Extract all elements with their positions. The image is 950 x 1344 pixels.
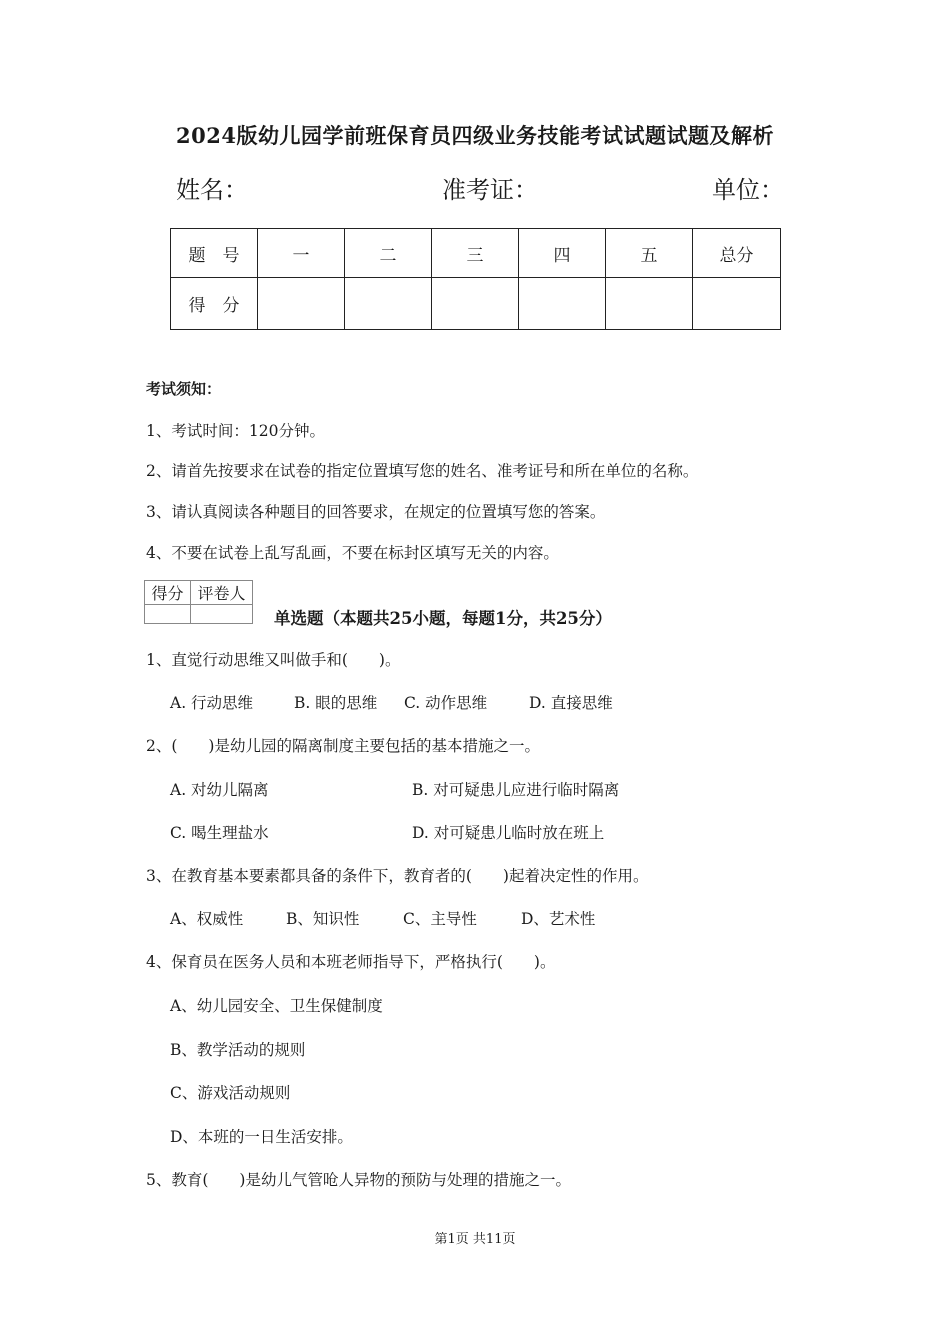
- exam-id-label: 准考证：: [442, 176, 538, 204]
- answer-option: A. 行动思维: [170, 694, 254, 712]
- answer-option: A、幼儿园安全、卫生保健制度: [170, 997, 383, 1015]
- answer-option: C. 喝生理盐水: [170, 824, 269, 842]
- grader-name-cell[interactable]: [191, 605, 253, 624]
- score-cell[interactable]: [519, 278, 606, 330]
- grader-table: [144, 580, 253, 624]
- section-three-header: 三: [432, 229, 519, 278]
- score-cell[interactable]: [258, 278, 345, 330]
- score-cell[interactable]: [606, 278, 693, 330]
- answer-option: B、教学活动的规则: [170, 1041, 306, 1059]
- score-row-label: 得 分: [171, 278, 258, 330]
- answer-option: B. 对可疑患儿应进行临时隔离: [412, 781, 620, 799]
- section-four-header: 四: [519, 229, 606, 278]
- question-stem: 3、在教育基本要素都具备的条件下，教育者的( )起着决定性的作用。: [146, 867, 649, 885]
- question-stem: 1、直觉行动思维又叫做手和( )。: [146, 651, 401, 669]
- answer-option: A、权威性: [170, 910, 244, 928]
- score-table-score-row: [171, 278, 781, 330]
- answer-option: B、知识性: [286, 910, 360, 928]
- answer-option: C. 动作思维: [404, 694, 488, 712]
- name-label: 姓名：: [176, 176, 248, 204]
- total-header: 总分: [693, 229, 781, 278]
- answer-option: B. 眼的思维: [294, 694, 378, 712]
- section-two-header: 二: [345, 229, 432, 278]
- score-cell[interactable]: [345, 278, 432, 330]
- question-number-header: 题 号: [171, 229, 258, 278]
- answer-option: D. 直接思维: [529, 694, 613, 712]
- score-table: [170, 228, 781, 330]
- score-cell[interactable]: [432, 278, 519, 330]
- unit-label: 单位：: [712, 176, 784, 204]
- grader-score-label: 得分: [145, 581, 191, 605]
- notice-heading: 考试须知：: [146, 380, 222, 398]
- answer-option: D. 对可疑患儿临时放在班上: [412, 824, 605, 842]
- notice-item: 2、请首先按要求在试卷的指定位置填写您的姓名、准考证号和所在单位的名称。: [146, 462, 699, 480]
- section-one-header: 一: [258, 229, 345, 278]
- question-stem: 5、教育( )是幼儿气管呛人异物的预防与处理的措施之一。: [146, 1171, 571, 1189]
- answer-option: C、游戏活动规则: [170, 1084, 291, 1102]
- page-footer: 第1页 共11页: [434, 1232, 516, 1247]
- question-stem: 4、保育员在医务人员和本班老师指导下，严格执行( )。: [146, 953, 556, 971]
- answer-option: D、艺术性: [521, 910, 596, 928]
- grader-name-label: 评卷人: [191, 581, 253, 605]
- question-stem: 2、( )是幼儿园的隔离制度主要包括的基本措施之一。: [146, 737, 540, 755]
- answer-option: D、本班的一日生活安排。: [170, 1128, 353, 1146]
- grader-score-cell[interactable]: [145, 605, 191, 624]
- score-cell[interactable]: [693, 278, 781, 330]
- notice-item: 1、考试时间：120分钟。: [146, 422, 325, 440]
- notice-item: 3、请认真阅读各种题目的回答要求，在规定的位置填写您的答案。: [146, 503, 606, 521]
- section-heading: 单选题（本题共25小题，每题1分，共25分）: [274, 609, 612, 628]
- answer-option: A. 对幼儿隔离: [170, 781, 269, 799]
- score-table-header-row: [171, 229, 781, 278]
- notice-item: 4、不要在试卷上乱写乱画，不要在标封区填写无关的内容。: [146, 544, 559, 562]
- section-five-header: 五: [606, 229, 693, 278]
- document-title: 2024版幼儿园学前班保育员四级业务技能考试试题试题及解析: [176, 123, 774, 148]
- answer-option: C、主导性: [403, 910, 477, 928]
